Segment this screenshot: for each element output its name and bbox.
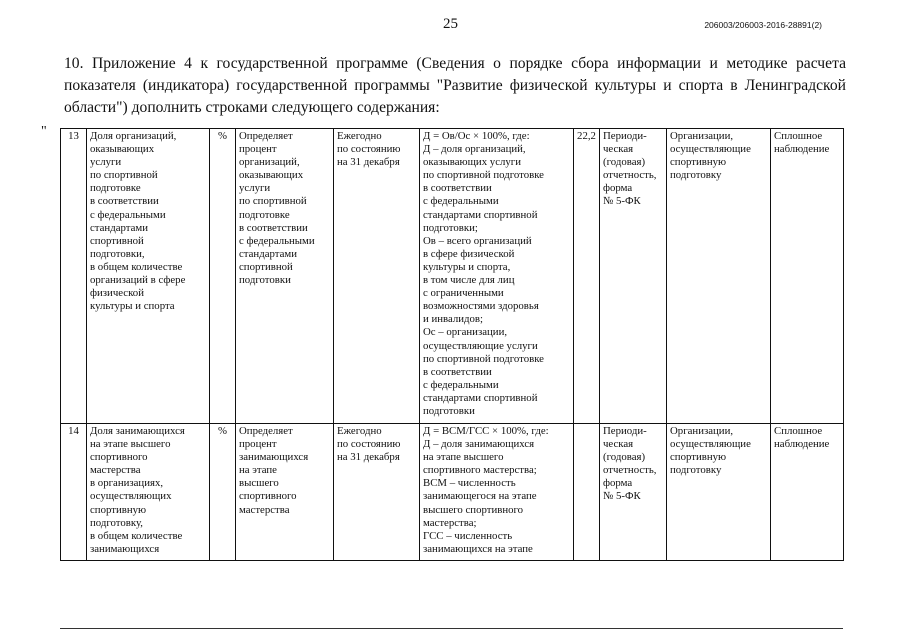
- indicators-table: [60, 128, 844, 561]
- time-characteristic: Ежегодно по состоянию на 31 декабря: [334, 424, 420, 561]
- base-value: 22,2: [574, 129, 600, 424]
- intro-paragraph: [64, 53, 846, 119]
- responsible-party: Организации, осуществляющие спортивную подготовку: [667, 424, 771, 561]
- responsible-party: Организации, осуществляющие спортивную подготовку: [667, 129, 771, 424]
- indicator-name: Доля занимающихся на этапе высшего спортивного мастерства в организациях, осуществляющих спортивную подготовку, в общем количестве занимающихся: [87, 424, 210, 561]
- unit-of-measure: %: [210, 424, 236, 561]
- opening-quote: ": [41, 124, 47, 139]
- collection-method: Периоди- ческая (годовая) отчетность, форма № 5-ФК: [600, 129, 667, 424]
- indicator-definition: Определяет процент занимающихся на этапе высшего спортивного мастерства: [236, 424, 334, 561]
- indicator-definition: Определяет процент организаций, оказывающих услуги по спортивной подготовке в соответствии с федеральными стандартами спортивной подготовки: [236, 129, 334, 424]
- calculation-formula: Д = ВСМ/ГСС × 100%, где: Д – доля занимающихся на этапе высшего спортивного мастерства; ВСМ – численность занимающегося на этапе высшего спортивного мастерства; ГСС – численность занимающихся на этапе: [420, 424, 574, 561]
- observation-coverage: Сплошное наблюдение: [771, 424, 844, 561]
- observation-coverage: Сплошное наблюдение: [771, 129, 844, 424]
- intro-line-2: области") дополнить строками следующего содержания:: [64, 99, 440, 116]
- page-bottom-rule: [60, 628, 843, 629]
- row-number: 13: [61, 129, 87, 424]
- base-value: [574, 424, 600, 561]
- document-id: 206003/206003-2016-28891(2): [704, 20, 822, 30]
- time-characteristic: Ежегодно по состоянию на 31 декабря: [334, 129, 420, 424]
- table-row: [61, 129, 844, 424]
- row-number: 14: [61, 424, 87, 561]
- indicator-name: Доля организаций, оказывающих услуги по спортивной подготовке в соответствии с федеральными стандартами спортивной подготовки, в общем количестве организаций в сфере физической культуры и спорта: [87, 129, 210, 424]
- intro-line-1: 10. Приложение 4 к государственной программе (Сведения о порядке сбора информации и методике расчета показателя (индикатора) государственной программы "Развитие физической культуры и спорта в Ленинградской: [64, 55, 846, 94]
- page-number: 25: [443, 16, 458, 32]
- calculation-formula: Д = Ов/Ос × 100%, где: Д – доля организаций, оказывающих услуги по спортивной подготовке в соответствии с федеральными стандартами спортивной подготовки; Ов – всего организаций в сфере физической культуры и спорта, в том числе для лиц с ограниченными возможностями здоровья и инвалидов; Ос – организации, осуществляющие услуги по спортивной подготовке в соответствии с федеральными стандартами спортивной подготовки: [420, 129, 574, 424]
- collection-method: Периоди- ческая (годовая) отчетность, форма № 5-ФК: [600, 424, 667, 561]
- table-row: [61, 424, 844, 561]
- unit-of-measure: %: [210, 129, 236, 424]
